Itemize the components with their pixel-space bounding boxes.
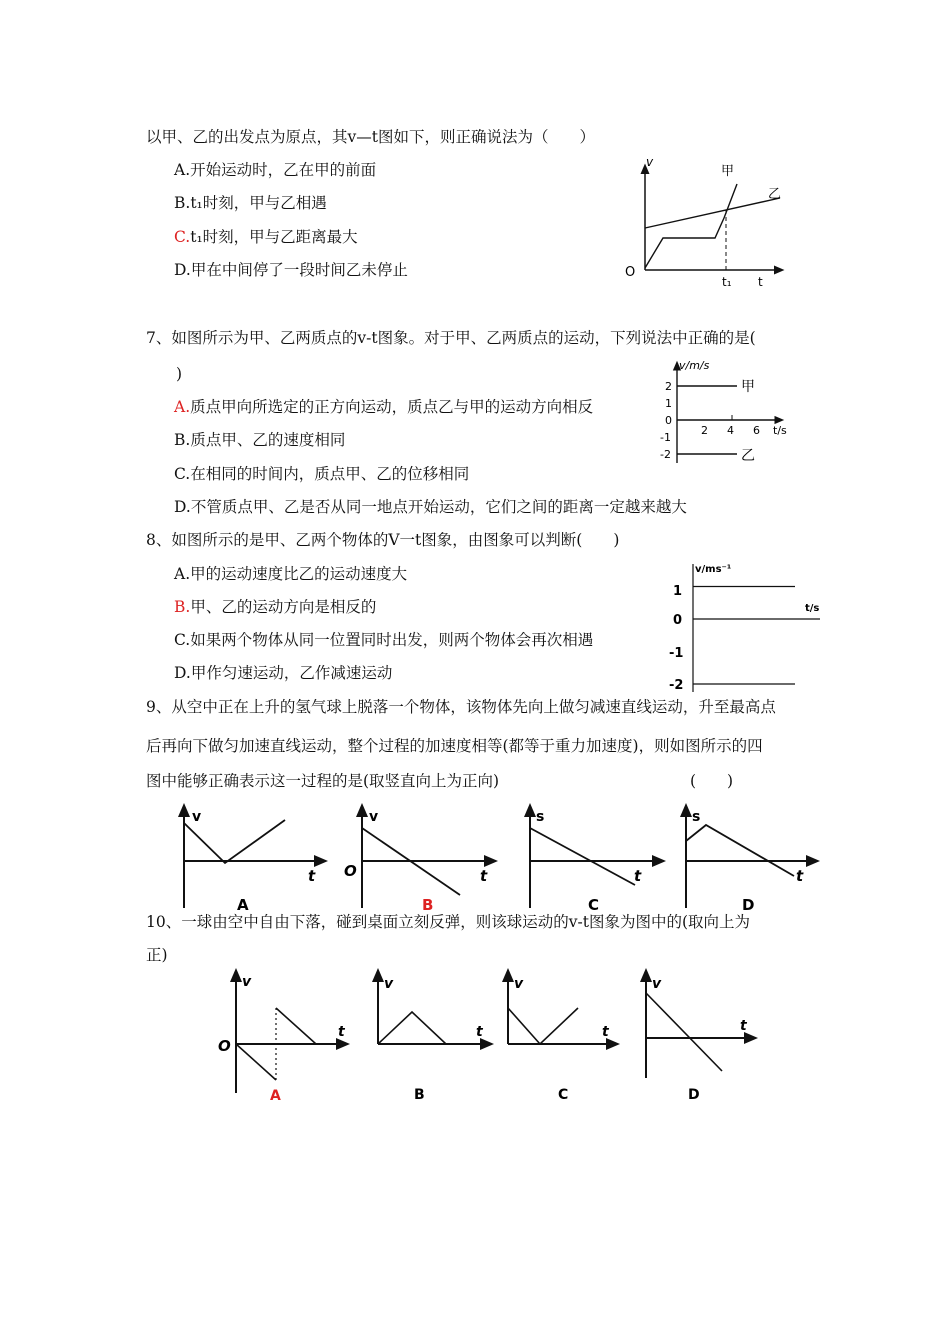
q6-label-jia: 甲 <box>721 164 735 179</box>
q7-ytick-m1: -1 <box>660 431 671 444</box>
q9-graph-b <box>342 803 502 918</box>
q9-graph-d <box>676 803 826 918</box>
q8-option-c-text: 如果两个物体从同一位置同时出发，则两个物体会再次相遇 <box>190 631 594 649</box>
q6-label-yi: 乙 <box>768 187 782 202</box>
q8-option-a <box>174 564 407 584</box>
q6-option-b-letter: B. <box>174 194 191 212</box>
q6-option-d <box>174 260 408 280</box>
q10b-option-label: B <box>414 1087 425 1103</box>
q9c-y-label: s <box>536 809 545 825</box>
q8-option-b-text: 甲、乙的运动方向是相反的 <box>190 598 377 616</box>
q7-option-b-letter: B. <box>174 431 191 449</box>
q7-option-d-letter: D. <box>174 498 191 516</box>
q7-option-a <box>174 397 593 417</box>
q8-option-a-text: 甲的运动速度比乙的运动速度大 <box>190 565 408 583</box>
q8-ytick-m1: -1 <box>669 646 684 661</box>
q6-option-c-text: t₁时刻，甲与乙距离最大 <box>190 228 358 246</box>
q9-line3: 图中能够正确表示这一过程的是(取竖直向上为正向) <box>146 772 500 790</box>
q7-label-jia: 甲 <box>741 379 755 395</box>
q10a-x-label: t <box>338 1024 345 1040</box>
q7-ytick-2: 2 <box>665 380 672 393</box>
q8-option-d-letter: D. <box>174 664 191 682</box>
q6-option-b <box>174 193 327 213</box>
q7-x-label: t/s <box>773 424 787 437</box>
q10a-origin: O <box>218 1037 231 1055</box>
q10-graph-c <box>500 968 620 1108</box>
q8-x-label: t/s <box>805 603 820 614</box>
q9-line2: 后再向下做匀加速直线运动，整个过程的加速度相等(都等于重力加速度)，则如图所示的四 <box>146 737 763 755</box>
q7-option-c-letter: C. <box>174 465 191 483</box>
q10b-x-label: t <box>476 1024 483 1040</box>
q10c-x-label: t <box>602 1024 609 1040</box>
q8-y-label: v/ms⁻¹ <box>695 564 732 575</box>
q9d-line <box>686 825 794 876</box>
q6-option-c-letter: C. <box>174 228 191 246</box>
q10d-x-label: t <box>740 1018 747 1034</box>
q6-option-d-letter: D. <box>174 261 191 279</box>
q9-answer-blank: ( ) <box>690 772 734 790</box>
q9a-y-label: v <box>192 809 202 825</box>
q6-option-c <box>174 227 358 247</box>
q6-option-b-text: t₁时刻，甲与乙相遇 <box>190 194 327 212</box>
q10-graph-d <box>636 968 756 1108</box>
q6-stem: 以甲、乙的出发点为原点，其v—t图如下，则正确说法为（ ） <box>146 128 595 146</box>
q6-x-label: t <box>758 275 763 289</box>
q10b-y-label: v <box>384 976 394 992</box>
q9b-y-label: v <box>369 809 379 825</box>
q6-line-yi <box>645 198 780 228</box>
q10-graph-b <box>370 968 490 1108</box>
q7-stem-line2: ) <box>176 365 183 383</box>
q10b-line <box>378 1012 446 1044</box>
q10c-line <box>508 1008 578 1044</box>
q10-line2: 正) <box>146 946 168 964</box>
q7-option-b <box>174 430 345 450</box>
q9-line1: 9、从空中正在上升的氢气球上脱落一个物体，该物体先向上做匀减速直线运动，升至最高点 <box>146 698 776 716</box>
q10a-fall-line <box>236 1044 276 1080</box>
q7-option-c-text: 在相同的时间内，质点甲、乙的位移相同 <box>190 465 470 483</box>
q6-t1-label: t₁ <box>722 275 732 289</box>
q10d-line <box>646 993 722 1071</box>
q8-option-a-letter: A. <box>174 565 191 583</box>
q6-y-label: v <box>646 155 654 169</box>
q6-option-a-letter: A. <box>174 161 191 179</box>
q10a-rise-line <box>276 1008 316 1044</box>
q7-xtick-4: 4 <box>727 424 734 437</box>
q10a-y-label: v <box>242 974 252 990</box>
q6-option-a <box>174 160 376 180</box>
q10c-option-label: C <box>558 1087 569 1103</box>
q6-line-jia <box>645 184 737 268</box>
q8-ytick-1: 1 <box>673 584 683 599</box>
q7-ytick-1: 1 <box>665 397 672 410</box>
q9b-origin: O <box>344 862 357 880</box>
q9b-option-label: B <box>422 896 434 914</box>
q7-ytick-0: 0 <box>665 414 672 427</box>
q10c-y-label: v <box>514 976 524 992</box>
q8-option-b-letter: B. <box>174 598 191 616</box>
q8-option-b <box>174 597 376 617</box>
q7-option-c <box>174 464 469 484</box>
q10a-option-label: A <box>270 1088 281 1104</box>
q9c-option-label: C <box>588 896 600 914</box>
q9c-x-label: t <box>634 867 642 885</box>
q7-option-d-text: 不管质点甲、乙是否从同一地点开始运动，它们之间的距离一定越来越大 <box>190 498 687 516</box>
q9a-line <box>184 820 285 863</box>
q10d-option-label: D <box>688 1087 700 1103</box>
q10-line1: 10、一球由空中自由下落，碰到桌面立刻反弹，则该球运动的v-t图象为图中的(取向上为 <box>146 913 750 931</box>
q8-option-d-text: 甲作匀速运动，乙作减速运动 <box>190 664 393 682</box>
q10d-y-label: v <box>652 976 662 992</box>
q7-option-a-text: 质点甲向所选定的正方向运动，质点乙与甲的运动方向相反 <box>190 398 594 416</box>
q8-option-d <box>174 663 392 683</box>
q7-y-label: v/m/s <box>679 359 710 372</box>
q7-option-b-text: 质点甲、乙的速度相同 <box>190 431 346 449</box>
q7-xtick-2: 2 <box>701 424 708 437</box>
q9d-option-label: D <box>742 896 755 914</box>
q10-graph-a <box>214 968 349 1108</box>
q6-option-a-text: 开始运动时，乙在甲的前面 <box>190 161 377 179</box>
q7-stem-line1: 7、如图所示为甲、乙两质点的v-t图象。对于甲、乙两质点的运动，下列说法中正确的是( <box>146 329 756 347</box>
q7-graph <box>655 355 800 470</box>
q6-origin: O <box>625 265 636 280</box>
q9c-line <box>530 828 635 885</box>
q8-stem: 8、如图所示的是甲、乙两个物体的V一t图象，由图象可以判断( ) <box>146 531 620 549</box>
q7-option-d <box>174 497 687 517</box>
q8-graph <box>665 560 830 695</box>
q9b-x-label: t <box>480 867 488 885</box>
q8-ytick-0: 0 <box>673 613 683 628</box>
q7-option-a-letter: A. <box>174 398 191 416</box>
q9a-option-label: A <box>237 896 249 914</box>
q6-graph <box>620 150 795 290</box>
q8-option-c-letter: C. <box>174 631 191 649</box>
q8-option-c <box>174 630 593 650</box>
q8-ytick-m2: -2 <box>669 678 684 693</box>
q6-option-d-text: 甲在中间停了一段时间乙未停止 <box>190 261 408 279</box>
q7-label-yi: 乙 <box>741 448 755 464</box>
q9-graph-a <box>170 803 330 918</box>
q9d-y-label: s <box>692 809 701 825</box>
q9d-x-label: t <box>796 867 804 885</box>
q9-graph-c <box>520 803 670 918</box>
q7-xtick-6: 6 <box>753 424 760 437</box>
q9a-x-label: t <box>308 867 316 885</box>
q7-ytick-m2: -2 <box>660 448 671 461</box>
